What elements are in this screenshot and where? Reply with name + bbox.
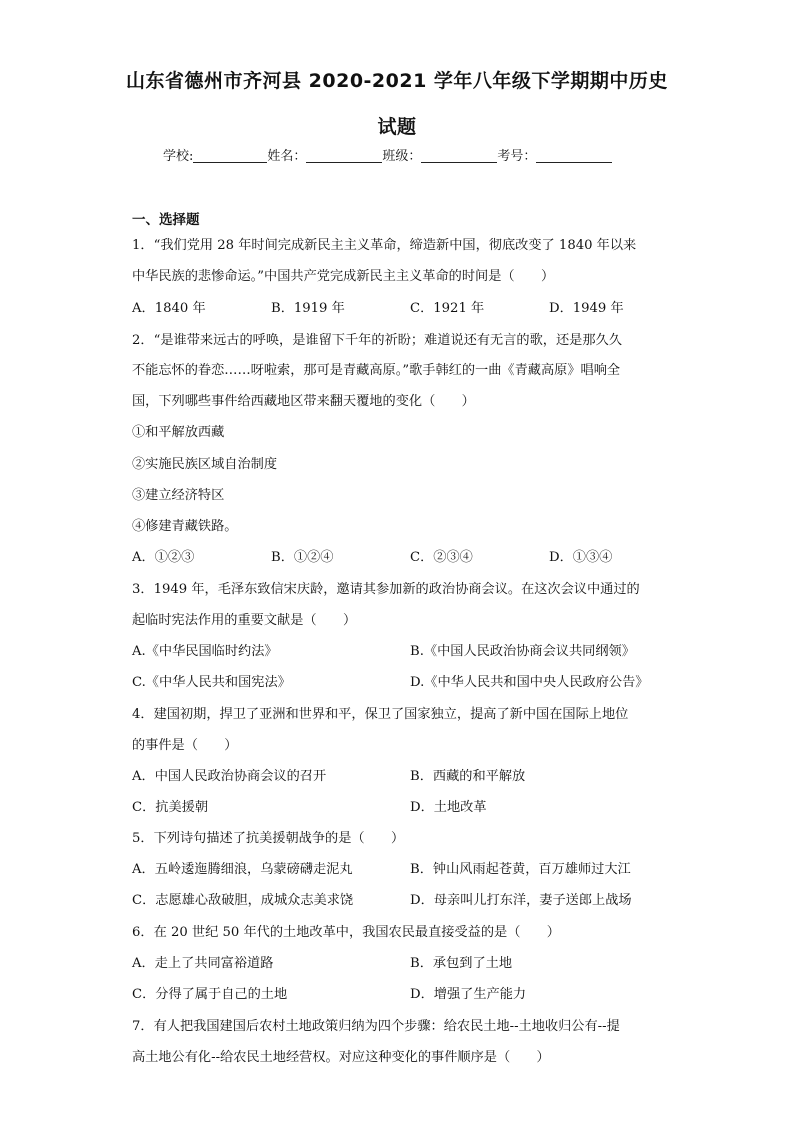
q6-option-d[interactable]: D．增强了生产能力 xyxy=(410,987,527,1002)
q4-option-a[interactable]: A．中国人民政治协商会议的召开 xyxy=(132,769,327,784)
q4-option-b[interactable]: B．西藏的和平解放 xyxy=(410,769,526,784)
name-blank[interactable] xyxy=(306,148,382,163)
q5-option-a[interactable]: A．五岭逶迤腾细浪，乌蒙磅礴走泥丸 xyxy=(132,862,353,877)
class-label: 班级： xyxy=(382,149,422,164)
question-7-text: 7．有人把我国建国后农村土地政策归纳为四个步骤：给农民土地--土地收归公有--提 xyxy=(132,1019,620,1034)
question-1-text: 1．“我们党用 28 年时间完成新民主主义革命，缔造新中国，彻底改变了 1840 年以来 xyxy=(132,238,637,253)
q2-option-c[interactable]: C．②③④ xyxy=(410,550,473,565)
question-3-text: 起临时宪法作用的重要文献是（ ） xyxy=(132,613,357,628)
question-2-text: 国，下列哪些事件给西藏地区带来翻天覆地的变化（ ） xyxy=(132,394,475,409)
q2-option-b[interactable]: B．①②④ xyxy=(271,550,334,565)
q1-option-c[interactable]: C．1921 年 xyxy=(410,301,485,316)
q1-option-d[interactable]: D．1949 年 xyxy=(549,301,624,316)
q6-option-b[interactable]: B．承包到了土地 xyxy=(410,956,513,971)
q2-item-2: ②实施民族区域自治制度 xyxy=(132,457,278,472)
name-label: 姓名： xyxy=(267,149,307,164)
q1-option-a[interactable]: A．1840 年 xyxy=(132,301,206,316)
question-4-text: 4．建国初期，捍卫了亚洲和世界和平，保卫了国家独立，提高了新中国在国际上地位 xyxy=(132,707,629,722)
id-label: 考号： xyxy=(497,149,537,164)
q2-item-4: ④修建青藏铁路。 xyxy=(132,519,238,534)
question-1-text: 中华民族的悲惨命运。”中国共产党完成新民主主义革命的时间是（ ） xyxy=(132,269,555,284)
q3-option-b[interactable]: B.《中国人民政治协商会议共同纲领》 xyxy=(410,644,635,659)
q3-option-a[interactable]: A.《中华民国临时约法》 xyxy=(132,644,278,659)
q6-option-c[interactable]: C．分得了属于自己的土地 xyxy=(132,987,288,1002)
question-5-text: 5．下列诗句描述了抗美援朝战争的是（ ） xyxy=(132,831,405,846)
question-7-text: 高土地公有化--给农民土地经营权。对应这种变化的事件顺序是（ ） xyxy=(132,1050,550,1065)
q5-option-d[interactable]: D．母亲叫儿打东洋，妻子送郎上战场 xyxy=(410,893,632,908)
q3-option-d[interactable]: D.《中华人民共和国中央人民政府公告》 xyxy=(410,675,649,690)
q3-option-c[interactable]: C.《中华人民共和国宪法》 xyxy=(132,675,291,690)
section-heading: 一、选择题 xyxy=(132,212,200,228)
school-blank[interactable] xyxy=(193,148,267,163)
q2-item-3: ③建立经济特区 xyxy=(132,488,225,503)
id-blank[interactable] xyxy=(536,148,612,163)
q2-option-d[interactable]: D．①③④ xyxy=(549,550,613,565)
q4-option-d[interactable]: D．土地改革 xyxy=(410,800,487,815)
school-label: 学校: xyxy=(163,149,194,164)
q2-item-1: ①和平解放西藏 xyxy=(132,425,225,440)
q6-option-a[interactable]: A．走上了共同富裕道路 xyxy=(132,956,274,971)
q2-option-a[interactable]: A．①②③ xyxy=(132,550,195,565)
q1-option-b[interactable]: B．1919 年 xyxy=(271,301,345,316)
q4-option-c[interactable]: C．抗美援朝 xyxy=(132,800,209,815)
question-6-text: 6．在 20 世纪 50 年代的土地改革中，我国农民最直接受益的是（ ） xyxy=(132,925,560,940)
student-info-row xyxy=(163,145,612,164)
question-2-text: 2．“是谁带来远古的呼唤，是谁留下千年的祈盼；难道说还有无言的歌，还是那久久 xyxy=(132,333,622,348)
exam-title-continued: 试题 xyxy=(377,116,417,138)
question-3-text: 3．1949 年，毛泽东致信宋庆龄，邀请其参加新的政治协商会议。在这次会议中通过的 xyxy=(132,582,640,597)
class-blank[interactable] xyxy=(421,148,497,163)
q5-option-b[interactable]: B．钟山风雨起苍黄，百万雄师过大江 xyxy=(410,862,631,877)
exam-title: 山东省德州市齐河县 2020-2021 学年八年级下学期期中历史 xyxy=(126,70,668,92)
question-2-text: 不能忘怀的眷恋……呀啦索，那可是青藏高原。”歌手韩红的一曲《青藏高原》唱响全 xyxy=(132,363,621,378)
question-4-text: 的事件是（ ） xyxy=(132,738,238,753)
q5-option-c[interactable]: C．志愿雄心敌破胆，成城众志美求饶 xyxy=(132,893,354,908)
